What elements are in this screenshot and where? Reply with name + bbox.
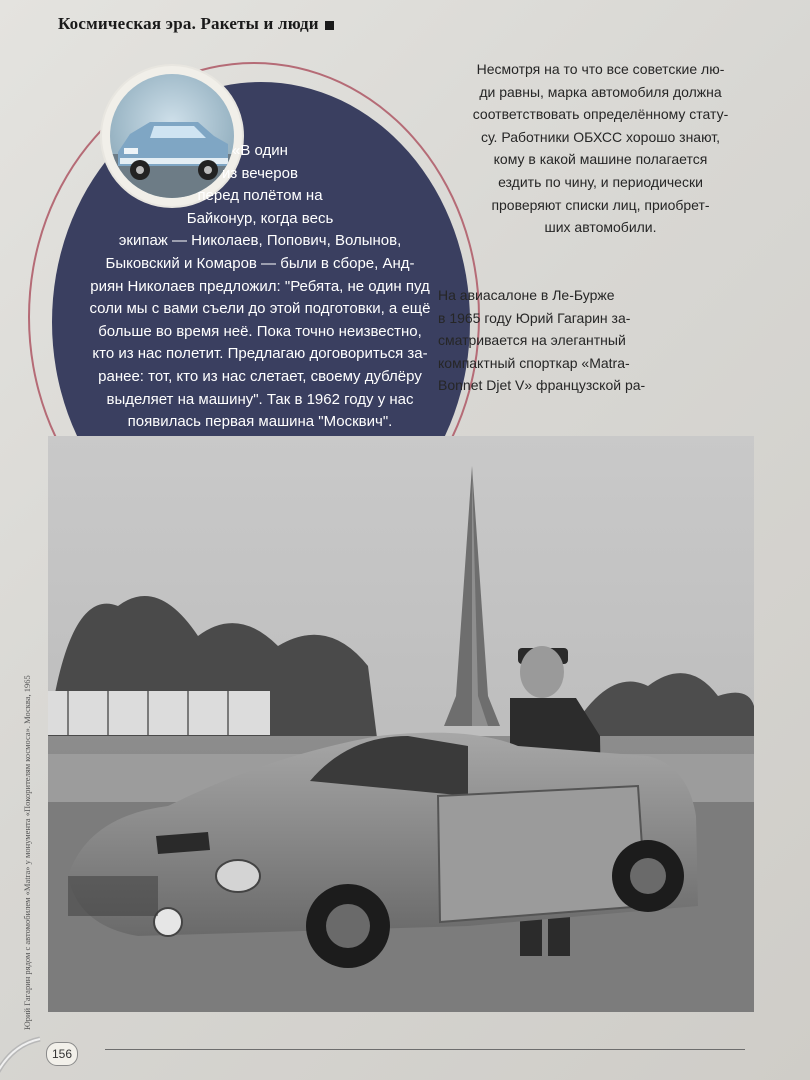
paragraph-line: ших автомобили. [544, 219, 657, 236]
bottom-rule [105, 1049, 745, 1050]
quote-line: из вечеров [222, 164, 298, 182]
quote-line: кто из нас полетит. Предлагаю договориться за- [92, 345, 428, 363]
quote-line: риян Николаев предложил: "Ребята, не один пуд [90, 277, 430, 295]
quote-line: Байконур, когда весь [186, 209, 334, 227]
quote-line: соли мы с вами съели до этой подготовки, а ещё [89, 300, 431, 318]
paragraph-line: сматривается на элегантный [438, 332, 626, 349]
quote-line: выделяет на машину". Так в 1962 году у нас [106, 390, 414, 408]
page-header [58, 14, 334, 34]
paragraph-line: ездить по чину, и периодически [498, 173, 703, 190]
quote-line: перед полётом на [197, 187, 323, 205]
quote-line: экипаж — Николаев, Попович, Волынов, [118, 232, 402, 250]
paragraph-line: ди равны, марка автомобиля должна [479, 83, 722, 100]
quote-line: больше во время неё. Пока точно неизвестно, [98, 322, 422, 340]
paragraph-line: Несмотря на то что все советские лю- [476, 61, 725, 77]
quote-line: «В один [232, 142, 288, 159]
header-square-icon [325, 21, 334, 30]
gagarin-sportscar-image [48, 436, 754, 1012]
paragraph-line: в 1965 году Юрий Гагарин за- [438, 309, 631, 326]
paragraph-line: кому в какой машине полагается [493, 151, 708, 168]
header-title: Космическая эра. Ракеты и люди [58, 14, 319, 33]
paragraph-line: компактный спорткар «Matra- [438, 354, 630, 371]
paragraph-le-bourget [438, 284, 763, 397]
paragraph-line: проверяют списки лиц, приобрет- [491, 196, 710, 213]
paragraph-status [438, 58, 763, 239]
paragraph-line: На авиасалоне в Ле-Бурже [438, 287, 615, 303]
paragraph-line: су. Работники ОБХСС хорошо знают, [480, 128, 721, 145]
quote-line: появилась первая машина "Москвич". [127, 413, 393, 431]
gagarin-photo [48, 436, 754, 1012]
quote-line: ранее: тот, кто из нас слетает, своему дублёру [98, 367, 422, 385]
quote-line: Быковский и Комаров — были в сборе, Анд- [105, 254, 415, 272]
paragraph-line: Bonnet Djet V» французской ра- [438, 377, 646, 394]
page-number: 156 [46, 1042, 78, 1066]
paragraph-line: соответствовать определённому стату- [472, 106, 729, 123]
photo-side-caption: Юрий Гагарин рядом с автомобилем «Matra» у монумента «Покорителям космоса». Москва, 1965 [22, 675, 32, 1030]
